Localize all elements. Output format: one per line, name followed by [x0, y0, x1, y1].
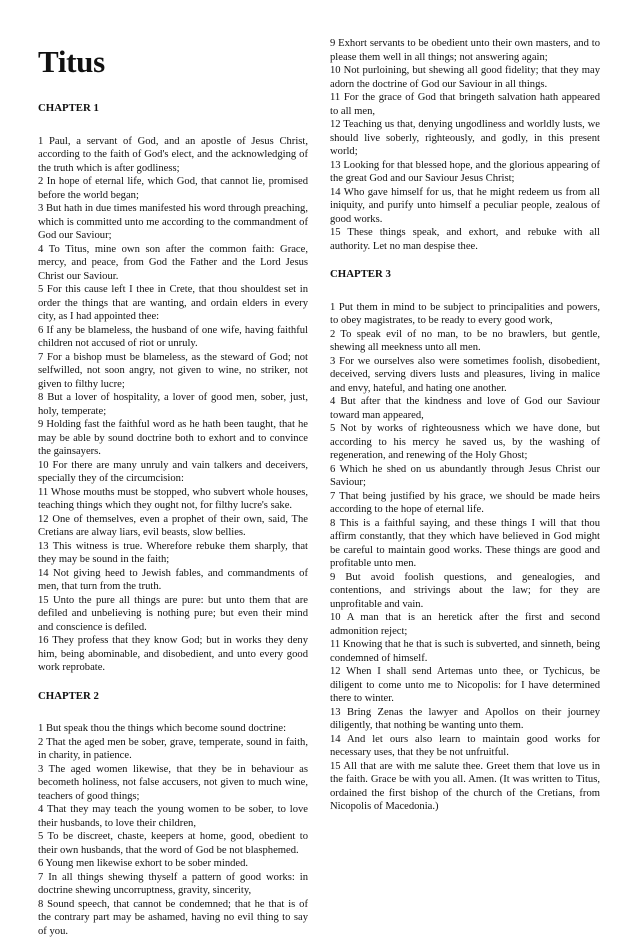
verse: 1 Paul, a servant of God, and an apostle of Jesus Christ, according to the faith of God's elect, and the acknowledging of the truth which is after godliness; [38, 135, 308, 176]
verse: 9 Holding fast the faithful word as he hath been taught, that he may be able by sound doctrine both to exhort and to convince the gainsayers. [38, 418, 308, 459]
verse: 12 When I shall send Artemas unto thee, or Tychicus, be diligent to come unto me to Nicopolis: for I have determined there to winter. [330, 665, 600, 706]
verse: 13 This witness is true. Wherefore rebuke them sharply, that they may be sound in the faith; [38, 540, 308, 567]
verse: 4 That they may teach the young women to be sober, to love their husbands, to love their children, [38, 803, 308, 830]
verse: 15 Unto the pure all things are pure: but unto them that are defiled and unbelieving is nothing pure; but even their mind and conscience is defiled. [38, 594, 308, 635]
verse: 7 For a bishop must be blameless, as the steward of God; not selfwilled, not soon angry, not given to wine, no striker, not given to filthy lucre; [38, 351, 308, 392]
spacer [38, 675, 308, 690]
verse: 16 They profess that they know God; but in works they deny him, being abominable, and disobedient, and unto every good work reprobate. [38, 634, 308, 675]
verse: 14 And let ours also learn to maintain good works for necessary uses, that they be not unfruitful. [330, 733, 600, 760]
verse: 9 But avoid foolish questions, and genealogies, and contentions, and strivings about the law; for they are unprofitable and vain. [330, 571, 600, 612]
verse: 4 To Titus, mine own son after the common faith: Grace, mercy, and peace, from God the Father and the Lord Jesus Christ our Saviour. [38, 243, 308, 284]
verse: 1 Put them in mind to be subject to principalities and powers, to obey magistrates, to be ready to every good work, [330, 301, 600, 328]
right-column [330, 37, 600, 814]
verse: 14 Who gave himself for us, that he might redeem us from all iniquity, and purify unto himself a peculiar people, zealous of good works. [330, 186, 600, 227]
verse: 2 That the aged men be sober, grave, temperate, sound in faith, in charity, in patience. [38, 736, 308, 763]
verse: 1 But speak thou the things which become sound doctrine: [38, 722, 308, 736]
verse: 5 For this cause left I thee in Crete, that thou shouldest set in order the things that are wanting, and ordain elders in every city, as I had appointed thee: [38, 283, 308, 324]
verse: 2 To speak evil of no man, to be no brawlers, but gentle, shewing all meekness unto all men. [330, 328, 600, 355]
spacer [330, 253, 600, 268]
verse: 8 But a lover of hospitality, a lover of good men, sober, just, holy, temperate; [38, 391, 308, 418]
verse: 8 Sound speech, that cannot be condemned; that he that is of the contrary part may be ashamed, having no evil thing to say of you. [38, 898, 308, 938]
chapter-heading: CHAPTER 2 [38, 690, 308, 704]
verse: 15 These things speak, and exhort, and rebuke with all authority. Let no man despise thee. [330, 226, 600, 253]
verse: 11 Whose mouths must be stopped, who subvert whole houses, teaching things which they ought not, for filthy lucre's sake. [38, 486, 308, 513]
verse: 7 In all things shewing thyself a pattern of good works: in doctrine shewing uncorruptness, gravity, sincerity, [38, 871, 308, 898]
verse: 9 Exhort servants to be obedient unto their own masters, and to please them well in all things; not answering again; [330, 37, 600, 64]
verse: 13 Looking for that blessed hope, and the glorious appearing of the great God and our Saviour Jesus Christ; [330, 159, 600, 186]
chapter-heading: CHAPTER 1 [38, 102, 308, 116]
verse: 10 For there are many unruly and vain talkers and deceivers, specially they of the circumcision: [38, 459, 308, 486]
verse: 5 Not by works of righteousness which we have done, but according to his mercy he saved us, by the washing of regeneration, and renewing of the Holy Ghost; [330, 422, 600, 463]
verse: 3 For we ourselves also were sometimes foolish, disobedient, deceived, serving divers lusts and pleasures, living in malice and envy, hateful, and hating one another. [330, 355, 600, 396]
book-title: Titus [38, 44, 308, 80]
verse: 6 Which he shed on us abundantly through Jesus Christ our Saviour; [330, 463, 600, 490]
verse: 11 Knowing that he that is such is subverted, and sinneth, being condemned of himself. [330, 638, 600, 665]
verse: 10 Not purloining, but shewing all good fidelity; that they may adorn the doctrine of God our Saviour in all things. [330, 64, 600, 91]
verse: 3 The aged women likewise, that they be in behaviour as becometh holiness, not false accusers, not given to much wine, teachers of good things; [38, 763, 308, 804]
verse: 14 Not giving heed to Jewish fables, and commandments of men, that turn from the truth. [38, 567, 308, 594]
verse: 6 If any be blameless, the husband of one wife, having faithful children not accused of riot or unruly. [38, 324, 308, 351]
verse: 13 Bring Zenas the lawyer and Apollos on their journey diligently, that nothing be wanting unto them. [330, 706, 600, 733]
verse: 2 In hope of eternal life, which God, that cannot lie, promised before the world began; [38, 175, 308, 202]
verse: 7 That being justified by his grace, we should be made heirs according to the hope of eternal life. [330, 490, 600, 517]
verse: 3 But hath in due times manifested his word through preaching, which is committed unto me according to the commandment of God our Saviour; [38, 202, 308, 243]
verse: 4 But after that the kindness and love of God our Saviour toward man appeared, [330, 395, 600, 422]
verse: 11 For the grace of God that bringeth salvation hath appeared to all men, [330, 91, 600, 118]
verse: 12 Teaching us that, denying ungodliness and worldly lusts, we should live soberly, righteously, and godly, in this present world; [330, 118, 600, 159]
verse: 10 A man that is an heretick after the first and second admonition reject; [330, 611, 600, 638]
verse: 6 Young men likewise exhort to be sober minded. [38, 857, 308, 871]
chapter-heading: CHAPTER 3 [330, 268, 600, 282]
verse: 15 All that are with me salute thee. Greet them that love us in the faith. Grace be with you all. Amen. (It was written to Titus, ordained the first bishop of the church of the Cretians, from Nicopolis of Macedonia.) [330, 760, 600, 814]
verse: 8 This is a faithful saying, and these things I will that thou affirm constantly, that they which have believed in God might be careful to maintain good works. These things are good and profitable unto men. [330, 517, 600, 571]
left-column [38, 38, 308, 938]
verse: 12 One of themselves, even a prophet of their own, said, The Cretians are alway liars, evil beasts, slow bellies. [38, 513, 308, 540]
verse: 5 To be discreet, chaste, keepers at home, good, obedient to their own husbands, that the word of God be not blasphemed. [38, 830, 308, 857]
